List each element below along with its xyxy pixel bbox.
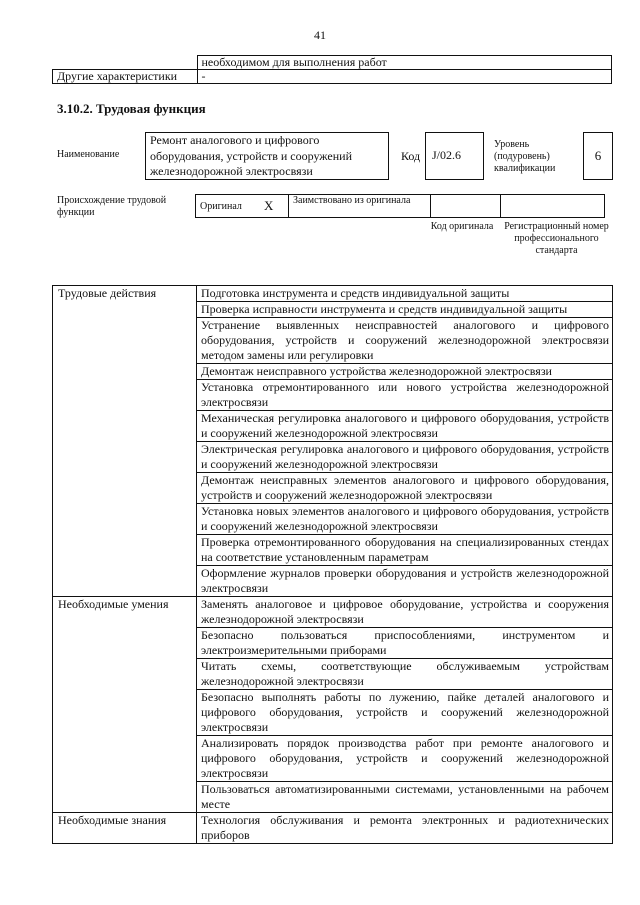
function-name: Ремонт аналогового и цифрового оборудования, устройств и сооружений железнодорожной электросвязи [145,132,389,180]
list-item: Установка новых элементов аналогового и цифрового оборудования, устройств и сооружений железнодорожной электросвязи [197,504,613,535]
original-code-cell [431,195,501,218]
list-item: Подготовка инструмента и средств индивидуальной защиты [197,286,613,302]
code-label: Код [401,149,421,163]
other-characteristics-label: Другие характеристики [53,70,198,84]
list-item: Пользоваться автоматизированными системами, установленными на рабочем месте [197,782,613,813]
list-item: Безопасно пользоваться приспособлениями, инструментом и электроизмерительными приборами [197,628,613,659]
registration-number-cell [501,195,605,218]
origin-table [195,194,605,218]
list-item: Оформление журналов проверки оборудования и устройств железнодорожной электросвязи [197,566,613,597]
list-item: Читать схемы, соответствующие обслуживаемым устройствам железнодорожной электросвязи [197,659,613,690]
section-title: 3.10.2. Трудовая функция [57,101,206,116]
function-code: J/02.6 [425,132,484,180]
page-number: 41 [314,28,326,42]
original-label: Оригинал [196,195,261,218]
list-item: Заменять аналоговое и цифровое оборудование, устройства и сооружения железнодорожной электросвязи [197,597,613,628]
list-item: Проверка отремонтированного оборудования на специализированных стендах на соответствие установленным параметрам [197,535,613,566]
knowledge-label: Необходимые знания [53,813,197,844]
actions-label: Трудовые действия [53,286,197,597]
qualification-level-value: 6 [583,132,613,180]
list-item: Установка отремонтированного или нового устройства железнодорожной электросвязи [197,380,613,411]
list-item: Проверка исправности инструмента и средств индивидуальной защиты [197,302,613,318]
original-mark: X [260,195,289,218]
list-item: Демонтаж неисправного устройства железнодорожной электросвязи [197,364,613,380]
skills-label: Необходимые умения [53,597,197,813]
origin-label: Происхождение трудовой функции [57,195,167,218]
list-item: Безопасно выполнять работы по лужению, пайке деталей аналогового и цифрового оборудования, устройств и сооружений железнодорожной электросвязи [197,690,613,736]
name-label: Наименование [57,149,120,160]
labor-function-table [52,285,613,844]
code-caption: Код оригинала [430,221,494,232]
list-item: Устранение выявленных неисправностей аналогового и цифрового оборудования, устройств и сооружений железнодорожной электросвязи методом замены или регулировки [197,318,613,364]
list-item: Технология обслуживания и ремонта электронных и радиотехнических приборов [197,813,613,844]
list-item: Демонтаж неисправных элементов аналогового и цифрового оборудования, устройств и сооружений железнодорожной электросвязи [197,473,613,504]
characteristics-continued: необходимом для выполнения работ [197,56,612,70]
other-characteristics-value: - [197,70,612,84]
borrowed-label: Заимствовано из оригинала [289,195,431,218]
qualification-level-label: Уровень (подуровень) квалификации [494,139,556,174]
characteristics-table [52,55,612,84]
list-item: Механическая регулировка аналогового и цифрового оборудования, устройств и сооружений железнодорожной электросвязи [197,411,613,442]
list-item: Анализировать порядок производства работ при ремонте аналогового и цифрового оборудования, устройств и сооружений железнодорожной электросвязи [197,736,613,782]
registration-caption: Регистрационный номер профессионального стандарта [504,221,609,256]
list-item: Электрическая регулировка аналогового и цифрового оборудования, устройств и сооружений железнодорожной электросвязи [197,442,613,473]
